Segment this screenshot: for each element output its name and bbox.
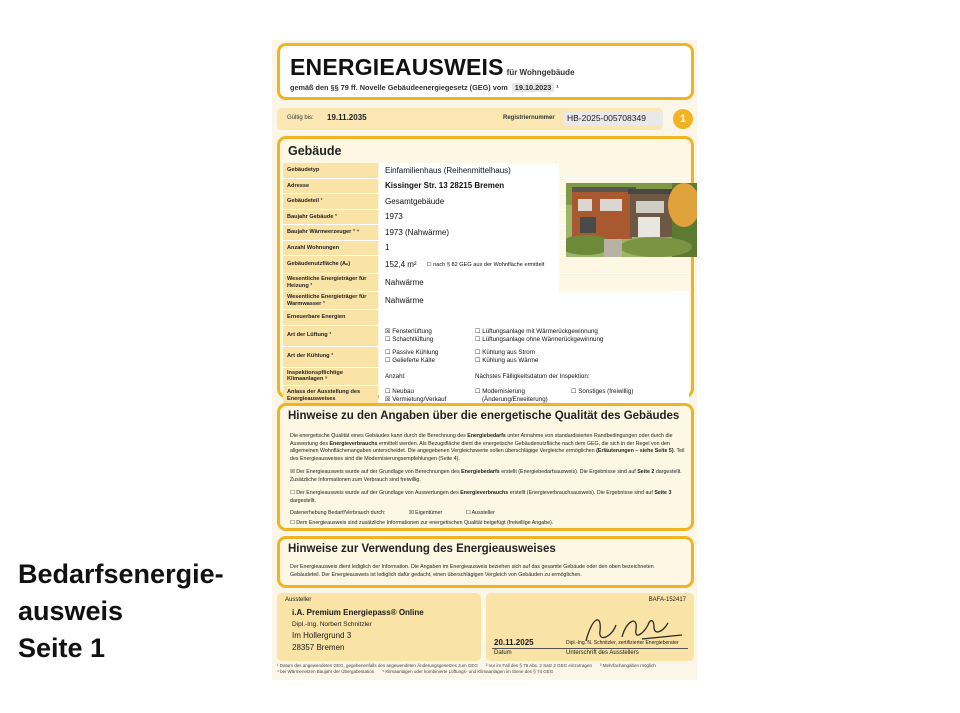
issuer-street: Im Hollergrund 3 <box>292 631 352 640</box>
signer-note: Dipl.-Ing. N. Schnitzler, zertifizierter Energieberater <box>566 640 679 646</box>
row-label: Gebäudetyp <box>283 163 378 178</box>
quality-notes-intro: Die energetische Qualität eines Gebäudes kann durch die Berechnung des Energiebedarfs unter Annahme von standardisierten Randbedingungen oder durch die Auswertung des Energieverbrauchs ermittelt werden. Als Bezugsfläche dient die energetische Gebäudenutzfläche nach dem GEG, die sich in der Regel von den allgemeinen Wohnflächenangaben unterscheidet. Die angegebenen Vergleichswerte sollen überschlägige Vergleiche ermöglichen (Erläuterungen – siehe Seite 5). Teil des Energieausweises sind die Modernisierungsempfehlungen (Seite 4). <box>290 433 685 462</box>
slide-caption <box>18 556 258 667</box>
issuer-box <box>277 593 481 661</box>
issuer-label: Aussteller <box>285 597 312 603</box>
row-label: Adresse <box>283 179 378 194</box>
row-value: Nahwärme <box>379 292 689 309</box>
row-value: 1973 <box>379 210 559 225</box>
title-suffix: für Wohngebäude <box>506 68 575 77</box>
usable-area-note: ☐ nach § 82 GEG aus der Wohnfläche ermittelt <box>426 261 545 268</box>
row-label: Erneuerbare Energien <box>283 310 378 325</box>
row-value: 1973 (Nahwärme) <box>379 225 559 240</box>
ventilation-window-checkbox: ☒ Fensterlüftung <box>385 327 432 335</box>
row-label: Wesentliche Energieträger für Heizung ³ <box>283 274 378 291</box>
data-owner-checkbox: ☒ Eigentümer <box>408 510 443 516</box>
ventilation-recovery-checkbox: ☐ Lüftungsanlage mit Wärmerückgewinnung <box>475 327 598 335</box>
issuer-person: Dipl.-Ing. Norbert Schnitzler <box>292 621 372 628</box>
row-inspection <box>283 368 689 386</box>
signature-box <box>486 593 694 661</box>
subtitle-text: gemäß den §§ 79 ff. Novelle Gebäudeenergiegesetz (GEG) vom <box>290 83 508 92</box>
usable-area-value: 152,4 m² <box>385 260 417 269</box>
certificate-title <box>290 54 575 81</box>
row-label: Inspektionspflichtige Klimaanlagen ⁵ <box>283 368 378 385</box>
building-section-title: Gebäude <box>288 144 342 158</box>
footnote-5: ⁵ Klimaanlagen oder kombinierte Lüftungs- und Klimaanlagen im Sinne des § 74 GEG <box>382 669 554 674</box>
certificate-header <box>277 43 694 100</box>
data-collection-row: Datenerhebung Bedarf/Verbrauch durch: ☒ Eigentümer ☐ Aussteller <box>290 510 495 516</box>
row-usable-area <box>283 256 689 274</box>
row-label: Wesentliche Energieträger für Warmwasser ³ <box>283 292 378 309</box>
row-renewables <box>283 310 689 326</box>
law-date: 19.10.2023 <box>512 83 555 92</box>
usage-notes-text: Der Energieausweis dient lediglich der Information. Die Angaben im Energieausweis beziehen sich auf das gesamte Gebäude oder den oben bezeichneten Gebäudeteil. Der Energieausweis ist lediglich dafür gedacht, einen überschlägigen Vergleich von Gebäuden zu ermöglichen. <box>290 564 654 578</box>
footnotes <box>277 663 694 675</box>
data-issuer-checkbox: ☐ Aussteller <box>465 510 495 516</box>
ventilation-shaft-checkbox: ☐ Schachtlüftung <box>385 335 434 343</box>
row-label: Art der Lüftung ³ <box>283 326 378 346</box>
row-value <box>379 310 689 325</box>
row-label: Gebäudenutzfläche (Aₙ) <box>283 256 378 273</box>
row-value: Kissinger Str. 13 28215 Bremen <box>379 179 559 194</box>
validity-strip <box>277 108 663 130</box>
footnote-1: ¹ Datum des angewendeten GEG, gegebenenfalls des angewendeten Änderungsgesetzes zum GEG <box>277 663 478 668</box>
caption-line-2: ausweis <box>18 596 124 626</box>
row-label: Anlass der Ausstellung des Energieausweises <box>283 386 378 406</box>
reason-modernization-checkbox: ☐ Modernisierung <box>475 387 525 395</box>
row-value <box>379 368 689 385</box>
row-cooling <box>283 347 689 368</box>
signature-date: 20.11.2025 <box>494 638 534 647</box>
footnote-4: ⁴ bei Wärmenetzen Baujahr der Übergabestation <box>277 669 375 674</box>
building-photo <box>566 183 697 257</box>
inspection-next-label: Nächstes Fälligkeitsdatum der Inspektion: <box>475 372 590 380</box>
cooling-delivered-checkbox: ☐ Gelieferte Kälte <box>385 356 435 364</box>
registration-number: HB-2025-005708349 <box>563 111 663 125</box>
row-heating-carrier <box>283 274 689 292</box>
caption-line-3: Seite 1 <box>18 633 106 663</box>
bafa-number: BAFA-152417 <box>648 597 686 603</box>
reason-new-checkbox: ☐ Neubau <box>385 387 414 395</box>
footnote-3: ³ Mehrfachangaben möglich <box>599 663 656 668</box>
quality-notes-section <box>277 403 694 531</box>
row-value: Nahwärme <box>379 274 559 291</box>
reason-modernization-detail: (Änderung/Erweiterung) <box>482 395 548 403</box>
certificate-subtitle <box>290 83 559 92</box>
issuer-company: i.A. Premium Energiepass® Online <box>292 608 424 617</box>
footnote-mark: ¹ <box>556 83 559 92</box>
row-building-type <box>283 163 689 179</box>
row-value <box>379 347 689 367</box>
valid-until-label: Gültig bis: <box>287 115 314 121</box>
row-label: Baujahr Gebäude ³ <box>283 210 378 225</box>
date-label: Datum <box>494 650 512 656</box>
signature-label: Unterschrift des Ausstellers <box>566 650 639 656</box>
issuer-city: 28357 Bremen <box>292 643 345 652</box>
energy-certificate-page <box>272 40 697 680</box>
reason-sale-checkbox: ☒ Vermietung/Verkauf <box>385 395 447 403</box>
row-label: Gebäudeteil ¹ <box>283 194 378 209</box>
row-label: Baujahr Wärmeerzeuger ³ ⁴ <box>283 225 378 240</box>
row-water-carrier <box>283 292 689 310</box>
building-section <box>277 136 694 403</box>
row-value: Einfamilienhaus (Reihenmittelhaus) <box>379 163 559 178</box>
row-value: Gesamtgebäude <box>379 194 559 209</box>
quality-notes-title: Hinweise zu den Angaben über die energetische Qualität des Gebäudes <box>288 410 680 422</box>
cooling-electric-checkbox: ☐ Kühlung aus Strom <box>475 348 535 356</box>
row-value <box>379 326 689 346</box>
caption-line-1: Bedarfsenergie- <box>18 559 224 589</box>
reason-other-checkbox: ☐ Sonstiges (freiwillig) <box>571 387 634 395</box>
row-value: 1 <box>379 241 559 256</box>
registration-label: Registriernummer <box>503 115 555 121</box>
inspection-count-label: Anzahl: <box>385 372 406 380</box>
cooling-heat-checkbox: ☐ Kühlung aus Wärme <box>475 356 539 364</box>
row-label: Art der Kühlung ³ <box>283 347 378 367</box>
footnote-2: ² nur im Fall des § 79 Abs. 2 Satz 2 GEG einzutragen <box>485 663 592 668</box>
title-main: ENERGIEAUSWEIS <box>290 54 504 80</box>
demand-based-option: ☒ Der Energieausweis wurde auf der Grundlage von Berechnungen des Energiebedarfs erstellt (Energiebedarfsausweis). Die Ergebnisse sind auf Seite 2 dargestellt. Zusätzliche Informationen zum Verbrauch sind freiwillig. <box>290 469 682 483</box>
row-ventilation <box>283 326 689 347</box>
usage-notes-section <box>277 536 694 588</box>
cooling-passive-checkbox: ☐ Passive Kühlung <box>385 348 439 356</box>
consumption-based-option: ☐ Der Energieausweis wurde auf der Grundlage von Auswertungen des Energieverbrauchs erstellt (Energieverbrauchsausweis). Die Ergebnisse sind auf Seite 3 dargestellt. <box>290 490 672 504</box>
valid-until-value: 19.11.2035 <box>327 113 367 122</box>
row-label: Anzahl Wohnungen <box>283 241 378 256</box>
additional-info-checkbox: ☐ Dem Energieausweis sind zusätzliche Informationen zur energetischen Qualität beigefügt (freiwillige Angabe). <box>290 520 554 526</box>
row-value <box>379 256 559 273</box>
usage-notes-title: Hinweise zur Verwendung des Energieausweises <box>288 543 556 555</box>
ventilation-norecovery-checkbox: ☐ Lüftungsanlage ohne Wärmerückgewinnung <box>475 335 604 343</box>
page-number-badge: 1 <box>673 109 693 129</box>
